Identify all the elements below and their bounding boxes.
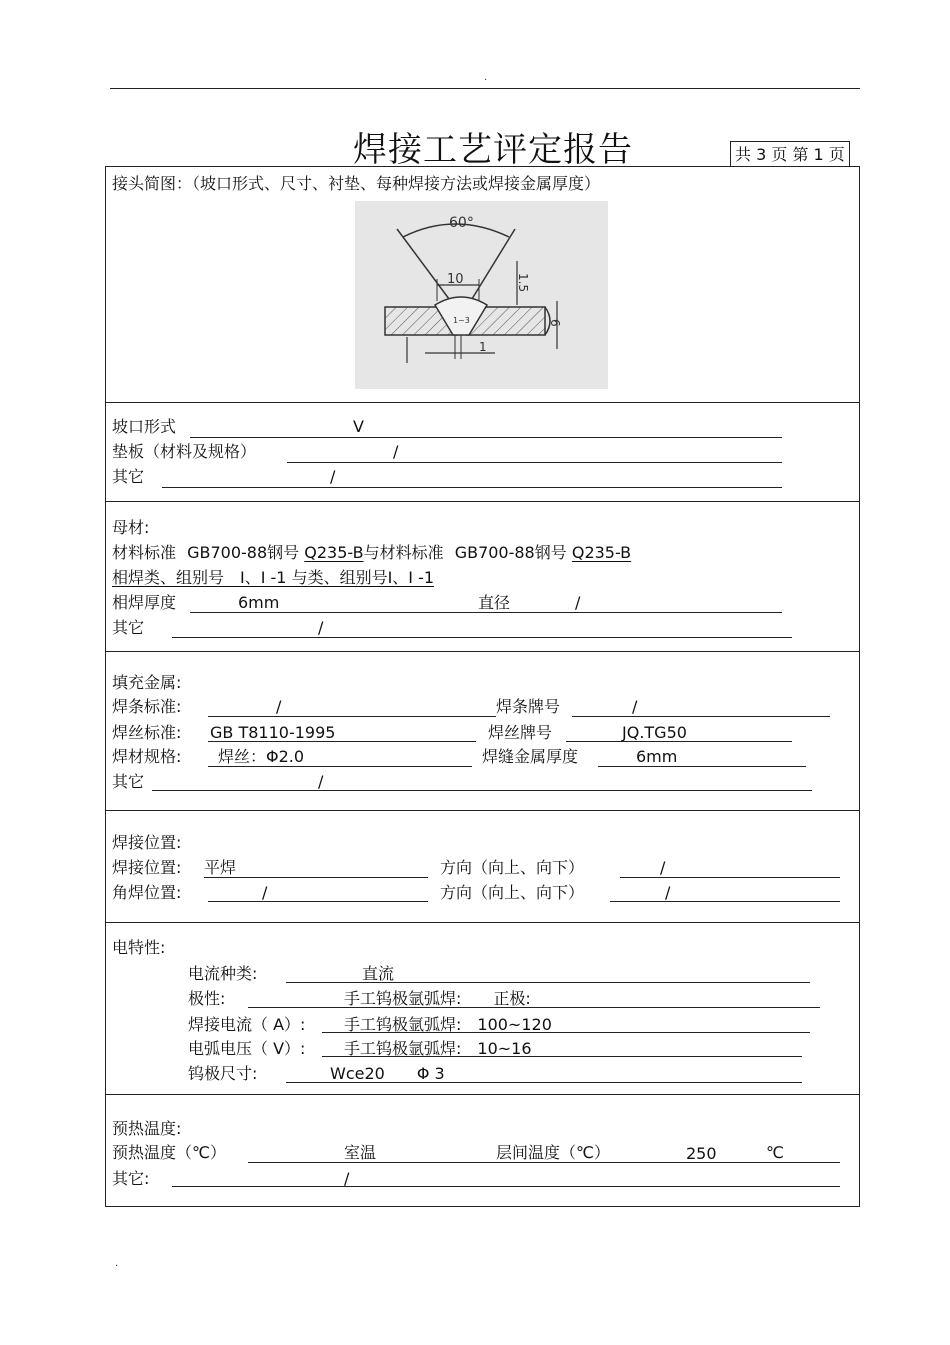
deposit-thickness-line <box>598 766 806 767</box>
wire-brand-label: 焊丝牌号 <box>488 723 553 742</box>
preheat-temp-value: 室温 <box>344 1143 377 1162</box>
groove-form-label: 坡口形式 <box>112 417 177 436</box>
material-std-label: 材料标准 <box>112 543 177 562</box>
groove-other-line <box>162 487 782 488</box>
footer-dot: . <box>115 1258 119 1269</box>
root-gap-dim: 1 <box>479 340 487 354</box>
page-total: 共 3 页 <box>735 145 788 164</box>
tungsten-size-label: 钨极尺寸: <box>188 1064 258 1083</box>
deposit-thickness-label: 焊缝金属厚度 <box>482 747 579 766</box>
root-face-dim: 1.5 <box>516 273 530 293</box>
grade-label-1: 钢号 <box>267 543 300 562</box>
thickness-label: 相焊厚度 <box>112 593 177 612</box>
report-title: 焊接工艺评定报告 <box>353 130 633 170</box>
arc-voltage-value: 手工钨极氩弧焊: 10~16 <box>344 1039 532 1058</box>
wire-std-value: GB T8110-1995 <box>210 723 336 742</box>
diameter-value: / <box>575 593 581 612</box>
base-other-label: 其它 <box>112 618 145 637</box>
groove-width: 10 <box>447 272 464 287</box>
polarity-label: 极性: <box>188 989 226 1008</box>
joint-sketch-label: 接头简图：（坡口形式、尺寸、衬垫、每种焊接方法或焊接金属厚度） <box>112 174 601 193</box>
material-std-value-2: GB700-88 <box>454 543 535 562</box>
arc-voltage-label: 电弧电压（ V）: <box>188 1039 306 1058</box>
interpass-temp-unit: ℃ <box>766 1143 784 1162</box>
page-current: 第 1 页 <box>792 145 845 164</box>
joint-sketch-drawing <box>355 201 608 389</box>
base-other-line <box>172 637 792 638</box>
filler-other-line <box>152 790 812 791</box>
groove-form-line <box>190 437 782 438</box>
direction-label-1: 方向（向上、向下） <box>440 858 585 877</box>
polarity-value: 手工钨极氩弧焊: 正极: <box>344 989 531 1008</box>
preheat-other-label: 其它: <box>112 1169 150 1188</box>
groove-position-label: 焊接位置: <box>112 858 182 877</box>
preheat-other-line <box>172 1186 840 1187</box>
divider-groove <box>105 402 860 403</box>
electrode-brand-line <box>572 716 830 717</box>
fillet-position-line <box>208 901 428 902</box>
plate-thickness-dim: 6 <box>548 319 562 327</box>
divider-position <box>105 810 860 811</box>
backing-value: / <box>393 442 399 461</box>
weld-mark: 1~3 <box>453 316 470 325</box>
divider-filler <box>105 651 860 652</box>
base-other-value: / <box>318 618 324 637</box>
fillet-position-value: / <box>262 883 268 902</box>
polarity-line <box>248 1007 820 1008</box>
filler-other-value: / <box>318 772 324 791</box>
group-number-row: 相焊类、组别号 Ⅰ、Ⅰ -1 与类、组别号Ⅰ、Ⅰ -1 <box>112 568 435 587</box>
direction-line-1 <box>620 877 840 878</box>
diameter-label: 直径 <box>478 593 511 612</box>
direction-value-1: / <box>660 858 666 877</box>
divider-electrical <box>105 922 860 923</box>
electrode-std-line <box>208 716 496 717</box>
preheat-heading: 预热温度: <box>112 1119 182 1138</box>
interpass-temp-value: 250 <box>686 1144 717 1163</box>
preheat-other-value: / <box>344 1169 350 1188</box>
divider-base-metal <box>105 501 860 502</box>
material-std-value-1: GB700-88 <box>187 543 268 562</box>
base-metal-heading: 母材: <box>112 518 150 537</box>
backing-label: 垫板（材料及规格） <box>112 442 257 461</box>
wire-std-label: 焊丝标准: <box>112 723 182 742</box>
groove-angle: 60° <box>449 215 474 231</box>
backing-line <box>287 462 782 463</box>
groove-other-value: / <box>330 467 336 486</box>
wire-brand-value: JQ.TG50 <box>622 723 687 742</box>
filler-spec-label: 焊材规格: <box>112 747 182 766</box>
electrode-std-label: 焊条标准: <box>112 697 182 716</box>
electrical-heading: 电特性: <box>112 938 166 957</box>
page-info <box>730 141 850 166</box>
grade-value-2: Q235-B <box>571 543 632 562</box>
groove-other-label: 其它 <box>112 467 145 486</box>
direction-label-2: 方向（向上、向下） <box>440 883 585 902</box>
direction-line-2 <box>610 901 840 902</box>
welding-current-label: 焊接电流（ A）: <box>188 1015 306 1034</box>
joint-sketch-figure <box>355 201 608 389</box>
base-metal-standard-row <box>112 543 631 563</box>
header-rule <box>110 88 860 89</box>
filler-heading: 填充金属: <box>112 673 182 692</box>
fillet-position-label: 角焊位置: <box>112 883 182 902</box>
groove-position-line <box>204 877 428 878</box>
electrode-std-value: / <box>276 697 282 716</box>
tungsten-size-value: Wce20 Φ 3 <box>330 1064 445 1083</box>
groove-position-value: 平焊 <box>204 858 237 877</box>
current-type-value: 直流 <box>362 964 395 983</box>
grade-value-1: Q235-B <box>304 543 364 562</box>
divider-preheat <box>105 1094 860 1095</box>
filler-spec-value: 焊丝：Φ2.0 <box>218 747 305 766</box>
interpass-temp-label: 层间温度（℃） <box>496 1143 610 1162</box>
grade-label-2: 钢号 <box>534 543 567 562</box>
thickness-value: 6mm <box>238 593 280 612</box>
electrode-brand-label: 焊条牌号 <box>496 697 561 716</box>
groove-form-value: V <box>353 417 364 436</box>
with-std-label: 与材料标准 <box>363 543 444 562</box>
preheat-temp-label: 预热温度（℃） <box>112 1143 226 1162</box>
current-type-label: 电流种类: <box>188 964 258 983</box>
direction-value-2: / <box>665 883 671 902</box>
electrode-brand-value: / <box>632 697 638 716</box>
welding-current-value: 手工钨极氩弧焊: 100~120 <box>344 1015 552 1034</box>
filler-other-label: 其它 <box>112 772 145 791</box>
header-dot: . <box>484 72 488 83</box>
position-heading: 焊接位置: <box>112 833 182 852</box>
deposit-thickness-value: 6mm <box>636 747 678 766</box>
